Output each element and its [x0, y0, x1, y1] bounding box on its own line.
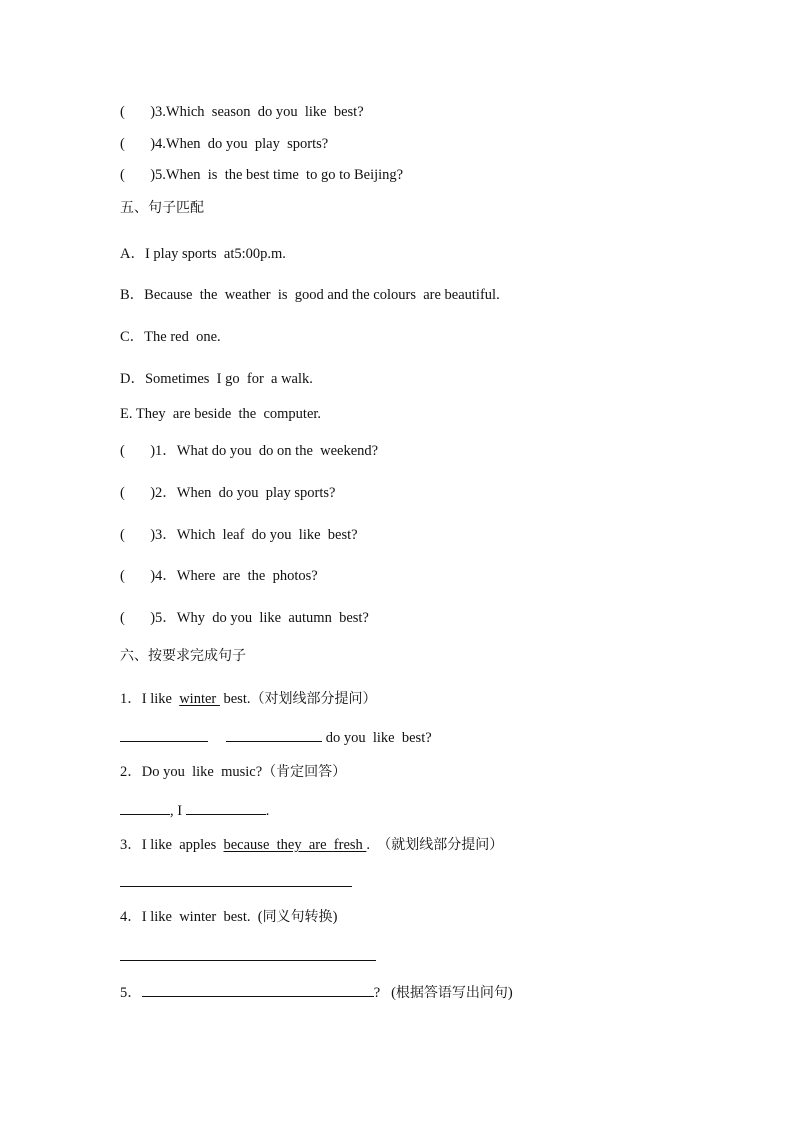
- q1-underlined-word: winter: [179, 691, 220, 707]
- q3-underlined-phrase: because they are fresh: [223, 837, 367, 853]
- section5-option-c: C．The red one.: [120, 329, 221, 345]
- section5-option-a: A．I play sports at5:00p.m.: [120, 246, 286, 262]
- q2-instruction: （肯定回答）: [262, 764, 347, 780]
- section5-option-e: E. They are beside the computer.: [120, 406, 322, 422]
- q2-text: 2．Do you like music?: [120, 764, 263, 780]
- section6-q5: [120, 982, 513, 1002]
- q1-answer-blank-2[interactable]: [226, 727, 322, 742]
- section6-heading: 六、按要求完成句子: [120, 648, 246, 664]
- section5-question-1: ( )1．What do you do on the weekend?: [120, 443, 379, 459]
- q4-close: ): [332, 909, 338, 925]
- q1-answer-blank-1[interactable]: [120, 727, 208, 742]
- q3-suffix: .: [366, 837, 378, 853]
- q5-mark: ?: [373, 985, 381, 1001]
- q1-answer-tail: do you like best?: [322, 730, 432, 746]
- section5-heading: 五、句子匹配: [120, 200, 204, 216]
- part4-item-4: ( )4.When do you play sports?: [120, 136, 329, 152]
- section6-q3: [120, 836, 503, 854]
- section6-q2: [120, 763, 346, 781]
- section6-q1: [120, 690, 376, 708]
- section5-question-3: ( )3．Which leaf do you like best?: [120, 527, 358, 543]
- section5-option-d: D．Sometimes I go for a walk.: [120, 371, 313, 387]
- q2-answer-blank-2[interactable]: [186, 800, 266, 815]
- section6-q1-answer: [120, 727, 432, 747]
- q1-suffix: best.: [219, 691, 251, 707]
- section5-question-2: ( )2．When do you play sports?: [120, 485, 336, 501]
- section5-option-b: B．Because the weather is good and the colours are beautiful.: [120, 287, 500, 303]
- q1-prefix: 1．I like: [120, 691, 180, 707]
- q2-answer-blank-1[interactable]: [120, 800, 170, 815]
- q3-prefix: 3．I like apples: [120, 837, 224, 853]
- q5-close: ): [507, 985, 513, 1001]
- part4-item-5: ( )5.When is the best time to go to Beijing?: [120, 167, 404, 183]
- section6-q2-answer: [120, 800, 269, 820]
- q5-answer-blank[interactable]: [142, 982, 374, 997]
- section5-question-4: ( )4．Where are the photos?: [120, 568, 318, 584]
- section5-question-5: ( )5．Why do you like autumn best?: [120, 610, 369, 626]
- part4-item-3: ( )3.Which season do you like best?: [120, 104, 364, 120]
- q4-instruction: 同义句转换: [262, 909, 333, 925]
- q4-text: 4．I like winter best. (: [120, 909, 263, 925]
- q2-answer-end: .: [265, 803, 270, 819]
- q3-answer-line[interactable]: [120, 886, 352, 887]
- q1-instruction: （对划线部分提问）: [250, 691, 377, 707]
- q2-answer-mid: , I: [170, 803, 186, 819]
- q5-open: (: [380, 985, 396, 1001]
- q5-instruction: 根据答语写出问句: [395, 985, 508, 1001]
- q4-answer-line[interactable]: [120, 960, 376, 961]
- section6-q4: [120, 908, 337, 926]
- q5-num: 5．: [120, 985, 142, 1001]
- q3-instruction: （就划线部分提问）: [377, 837, 504, 853]
